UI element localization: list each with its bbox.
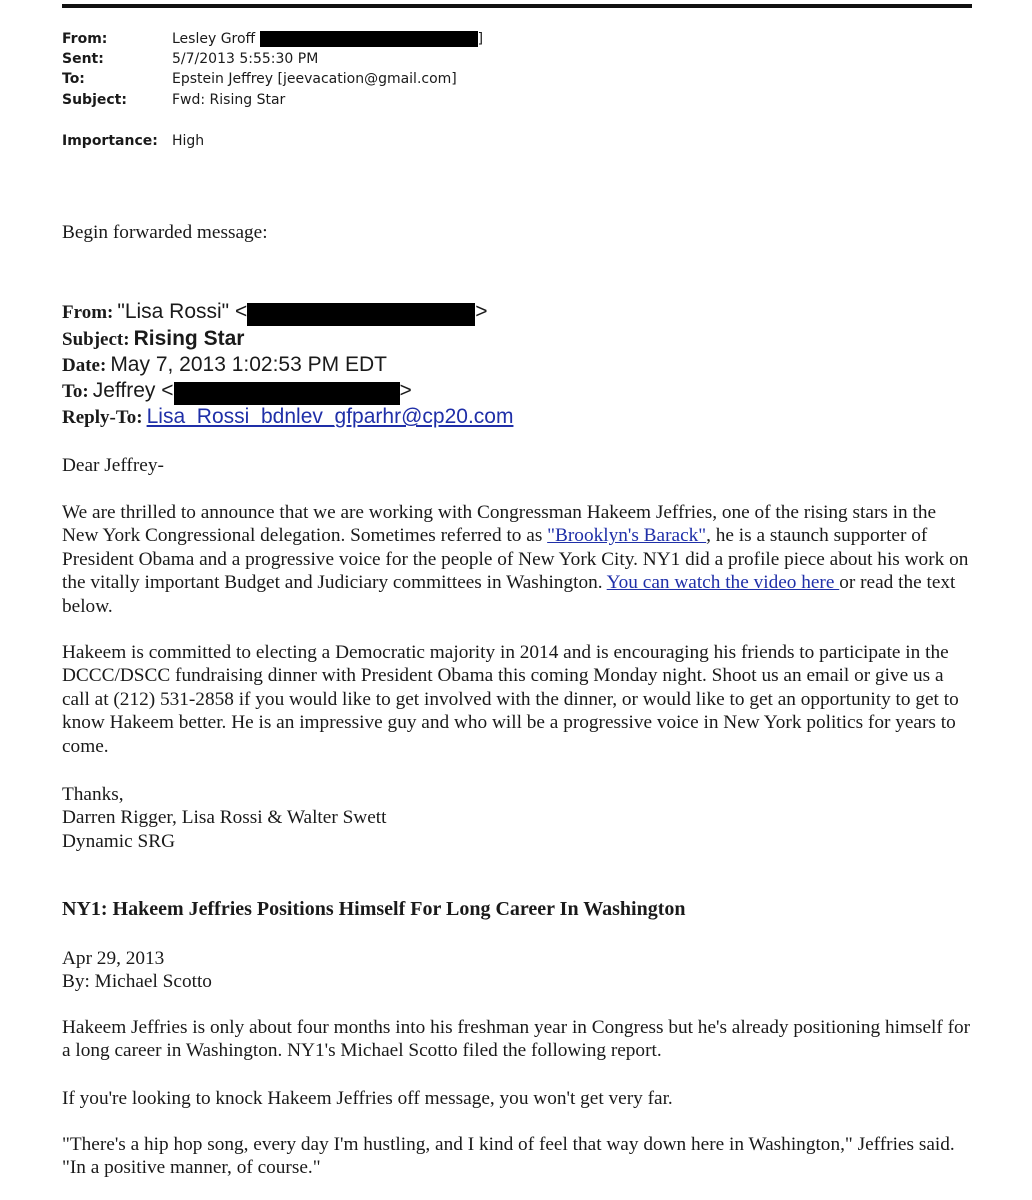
article-paragraph-3: "There's a hip hop song, every day I'm hustling, and I kind of feel that way down here in Washington," Jeffries said. "In a positive manner, of course." <box>62 1134 955 1179</box>
body-paragraph-2: Hakeem is committed to electing a Democratic majority in 2014 and is encouraging his friends to participate in the DCCC/DSCC fundraising dinner with President Obama this coming Monday night. Shoot us an email or give us a call at (212) 531-2858 if you would like to get involved with the dinner, or would like to get an opportunity to get to know Hakeem better. He is an impressive guy and who will be a progressive voice in New York politics for years to come. <box>62 642 959 757</box>
header-subject-label: Subject: <box>62 92 127 108</box>
header-importance-value: High <box>172 133 205 149</box>
header-from-close: ] <box>477 31 484 47</box>
redaction-bar <box>247 303 475 326</box>
fwd-replyto-label: Reply-To: <box>62 407 143 428</box>
fwd-to-label: To: <box>62 381 89 402</box>
fwd-date-value: May 7, 2013 1:02:53 PM EDT <box>110 353 387 376</box>
redaction-bar <box>174 382 400 405</box>
brooklyns-barack-link[interactable]: "Brooklyn's Barack" <box>547 525 707 547</box>
sign-thanks: Thanks, <box>62 784 124 805</box>
fwd-replyto-row <box>62 405 513 429</box>
fwd-to-close: > <box>399 379 412 402</box>
body-p1-text-a: We are thrilled to announce that we are working with Congressman Hakeem Jeffries, one of the rising stars in the New York Congressional delegation. Sometimes referred to as <box>62 502 937 547</box>
watch-video-link[interactable]: You can watch the video here <box>606 572 840 594</box>
header-to-label: To: <box>62 71 85 87</box>
fwd-from-row <box>62 300 488 326</box>
header-sent-value: 5/7/2013 5:55:30 PM <box>172 51 319 67</box>
fwd-replyto-link[interactable]: Lisa_Rossi_bdnlev_gfparhr@cp20.com <box>146 405 514 428</box>
article-meta <box>62 947 972 994</box>
sign-names: Darren Rigger, Lisa Rossi & Walter Swett <box>62 807 387 829</box>
header-from-label: From: <box>62 31 108 47</box>
body-p1-text-c: or read the text below. <box>62 572 956 617</box>
fwd-to-value: Jeffrey < <box>92 379 174 402</box>
header-subject-value: Fwd: Rising Star <box>172 92 286 108</box>
signature <box>62 783 972 853</box>
fwd-from-label: From: <box>62 302 114 323</box>
article-title: NY1: Hakeem Jeffries Positions Himself For Long Career In Washington <box>62 898 686 920</box>
top-rule <box>62 4 972 8</box>
header-sent-label: Sent: <box>62 51 104 67</box>
fwd-subject-value: Rising Star <box>133 327 245 350</box>
header-from-value <box>172 30 483 48</box>
body-p1-text-b: , he is a staunch supporter of President Obama and a progressive voice for the people of New York City. NY1 did a profile piece about his work on the vitally important Budget and Judiciary committees in Washington. <box>62 525 969 594</box>
fwd-subject-label: Subject: <box>62 329 130 350</box>
article-paragraph-2: If you're looking to knock Hakeem Jeffries off message, you won't get very far. <box>62 1088 673 1109</box>
header-from-name: Lesley Groff <box>172 31 256 47</box>
article-date: Apr 29, 2013 <box>62 948 165 969</box>
header-to-value: Epstein Jeffrey [jeevacation@gmail.com] <box>172 71 457 87</box>
header-importance-label: Importance: <box>62 133 158 149</box>
greeting-text: Dear Jeffrey- <box>62 455 164 476</box>
article-byline: By: Michael Scotto <box>62 971 212 993</box>
fwd-subject-row <box>62 327 244 351</box>
fwd-from-value: "Lisa Rossi" < <box>117 300 248 323</box>
redaction-bar <box>260 31 478 47</box>
sign-org: Dynamic SRG <box>62 830 176 852</box>
body-paragraph-1 <box>62 501 972 618</box>
begin-forwarded-text: Begin forwarded message: <box>62 222 268 243</box>
fwd-to-row <box>62 379 412 405</box>
fwd-from-close: > <box>475 300 488 323</box>
fwd-date-label: Date: <box>62 355 107 376</box>
fwd-date-row <box>62 353 387 377</box>
article-paragraph-1: Hakeem Jeffries is only about four months into his freshman year in Congress but he's already positioning himself for a long career in Washington. NY1's Michael Scotto filed the following report. <box>62 1017 971 1062</box>
